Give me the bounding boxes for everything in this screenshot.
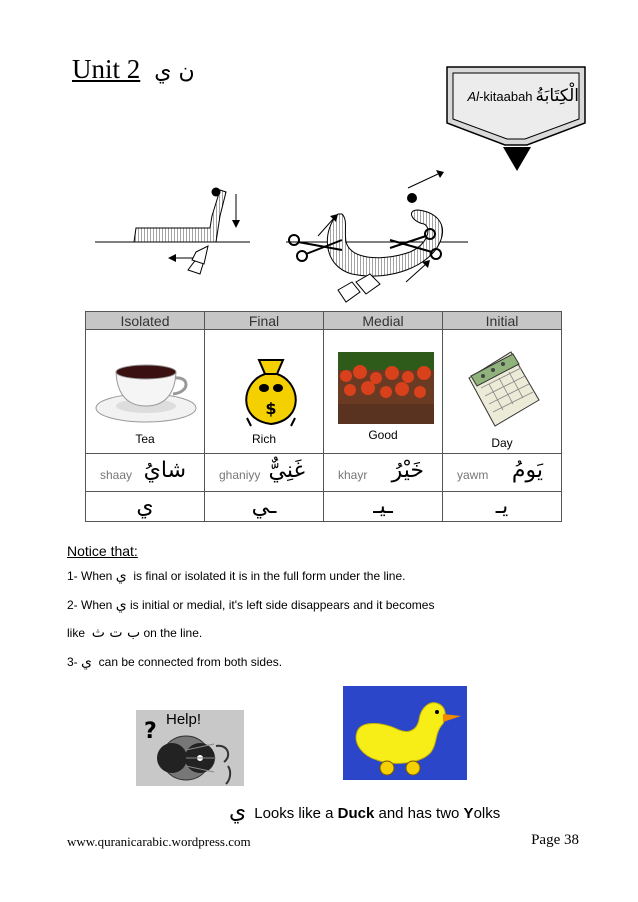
note-text: 2- When — [67, 598, 113, 612]
page-number: Page 38 — [531, 832, 579, 848]
mnemonic-text: and has two — [378, 805, 460, 822]
note-text: is initial or medial, it's left side disappears and it becomes — [130, 598, 435, 612]
money-bag-icon — [231, 348, 311, 428]
note-arabic: ي — [115, 597, 127, 613]
note-arabic: ي — [115, 568, 127, 584]
topic-badge — [445, 65, 587, 175]
mnemonic-duck: Duck — [337, 805, 375, 822]
badge-translit-prefix: Al — [467, 89, 480, 104]
word-arabic: خَيْرُ — [391, 458, 424, 483]
header-initial: Initial — [443, 312, 562, 330]
picture-label-rich: Rich — [251, 432, 276, 446]
note-line-1 — [67, 568, 405, 584]
form-isolated: ي — [86, 492, 205, 522]
note-line-3 — [67, 625, 202, 641]
word-arabic: غَنِيٌّ — [268, 458, 305, 483]
pic-cell-rich — [205, 330, 324, 454]
word-translit: shaay — [100, 468, 133, 482]
duck-illustration — [343, 686, 467, 780]
picture-label-day: Day — [491, 436, 513, 450]
form-final: ـي — [205, 492, 324, 522]
note-line-2 — [67, 597, 434, 613]
note-text: can be connected from both sides. — [98, 655, 283, 669]
notice-heading: Notice that: — [67, 543, 138, 559]
badge-text — [455, 86, 579, 106]
picture-row — [86, 330, 562, 454]
letter-forms-table — [85, 311, 562, 522]
form-medial: ـيـ — [324, 492, 443, 522]
mnemonic-text: Looks like a — [254, 805, 334, 822]
footer-url[interactable]: www.quranicarabic.wordpress.com — [67, 834, 251, 849]
flowers-photo — [338, 352, 434, 424]
mnemonic-text: olks — [473, 805, 501, 822]
letter-form-row — [86, 492, 562, 522]
note-text: 1- When — [67, 569, 113, 583]
mnemonic-arabic: ي — [229, 799, 247, 824]
word-arabic: يَومُ — [511, 458, 543, 483]
word-arabic: شايُ — [143, 458, 186, 483]
word-cell-khayr — [324, 454, 443, 492]
mnemonic-line — [229, 799, 500, 824]
note-arabic: ب ت ث — [91, 625, 141, 641]
word-translit: yawm — [457, 468, 489, 482]
pic-cell-tea — [86, 330, 205, 454]
word-translit: khayr — [338, 468, 368, 482]
help-caption: Help! — [166, 711, 202, 728]
unit-label: Unit 2 — [72, 54, 141, 84]
word-cell-shaay — [86, 454, 205, 492]
mnemonic-y: Y — [463, 805, 474, 822]
note-line-4 — [67, 654, 282, 670]
note-text: like — [67, 626, 86, 640]
note-text: 3- — [67, 655, 78, 669]
help-illustration — [136, 710, 244, 786]
svg-text:$: $ — [265, 399, 277, 418]
unit-letters: ن ي — [154, 59, 195, 84]
svg-text:?: ? — [144, 719, 157, 744]
badge-translit-suffix: -kitaabah — [479, 89, 533, 104]
pic-cell-day — [443, 330, 562, 454]
note-text: is final or isolated it is in the full form under the line. — [133, 569, 406, 583]
picture-label-tea: Tea — [135, 432, 155, 446]
calendar-icon — [463, 348, 543, 428]
pic-cell-good — [324, 330, 443, 454]
picture-label-good: Good — [368, 428, 398, 442]
word-row — [86, 454, 562, 492]
word-translit: ghaniyy — [219, 468, 261, 482]
teacup-icon — [91, 352, 201, 432]
badge-arabic: الْكِتَابَةُ — [535, 86, 579, 106]
note-arabic: ي — [81, 654, 92, 670]
table-header-row — [86, 312, 562, 330]
header-medial: Medial — [324, 312, 443, 330]
unit-title — [72, 54, 195, 85]
badge-frame — [445, 65, 587, 175]
note-text: on the line. — [143, 626, 203, 640]
header-isolated: Isolated — [86, 312, 205, 330]
letter-stroke-diagram — [90, 170, 490, 310]
header-final: Final — [205, 312, 324, 330]
word-cell-ghaniyy — [205, 454, 324, 492]
word-cell-yawm — [443, 454, 562, 492]
form-initial: يـ — [443, 492, 562, 522]
